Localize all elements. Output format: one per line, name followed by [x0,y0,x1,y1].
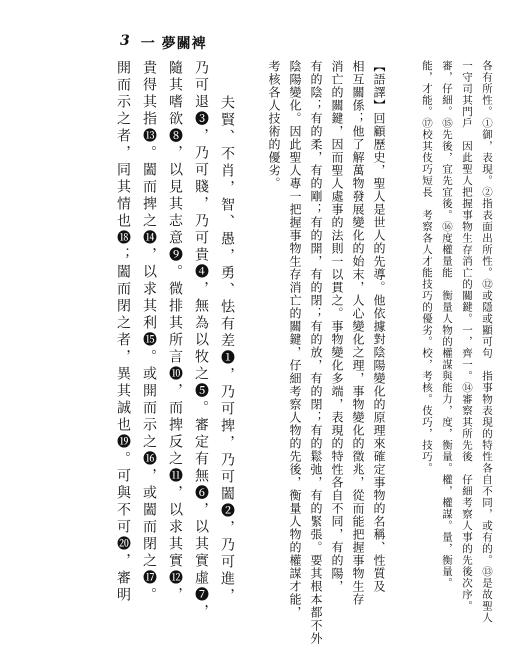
original-text-column: 隨其嗜欲❽，以見其志意❾。微排其所言❿，而捭反之⓫，以求其實⓬， [167,60,183,604]
original-text-column: 開而示之者，同其情也⓲；闔而閉之者，異其誠也⓳。可與不可⓴，審明 [115,60,131,604]
page-header [120,33,207,53]
chapter-title: 一 夢關裨 [140,36,207,52]
translation-column: 相互關係；他了解萬物發展變化的始末，人心變化之理，事物變化的徵兆，從而能把握事物生存 [351,60,365,606]
translation-column: 【語譯】回顧歷史，聖人是世人的先導。他依據對陰陽變化的原理來確定事物的名稱、性質及 [372,60,386,593]
original-text-column: 夫賢、不肖，智、愚，勇、怯有差❶，乃可捭，乃可闔❷，乃可進， [219,95,235,605]
note-column: 能，才能。⑰校其伎巧短長 考察各人才能技巧的優劣。校，考核。伎巧，技巧。 [421,60,433,474]
original-text-column: 乃可退❸，乃可賤，乃可貴❹，無為以牧之❺。審定有無❻，以其實虛❼， [193,60,209,621]
translation-column: 有的陰；有的柔，有的剛；有的開，有的閉；有的放，有的閉；有的鬆弛，有的緊張。要其根本都不外 [309,60,323,645]
translation-column: 消亡的關鍵，因而聖人處事的法則一以貫之。事物變化多端，表現的特性各自不同，有的陽， [330,60,344,593]
page-number: 3 [120,33,131,49]
note-column: 審，仔細。⑮先後，宜先宜後。⑯度權量能 衡量人物的權謀與能力，度，衡量。權，權謀。量，衡量。 [441,60,453,589]
translation-column: 陰陽變化。因此聖人專一把握事物生存消亡的關鍵，仔細考察人物的先後，衡量人物的權謀才能， [288,60,302,619]
note-column: 一守司其門戶 因此聖人把握事物生存消亡的關鍵。一，齊一。⑭審察其所先後 仔細考察人事的先後次序。 [461,60,473,612]
note-column: 各有所性。①御，表現。②指表面出所性。⑫或隱或顯可句 指事物表現的特性各自不同，或有的。⑬是故聖人 [481,60,493,624]
translation-column: 考核各人技術的優劣。 [267,60,281,190]
original-text-column: 貴得其指⓭。闔而捭之⓮，以求其利⓯。或開而示之⓰，或闔而閉之⓱。 [141,60,157,604]
